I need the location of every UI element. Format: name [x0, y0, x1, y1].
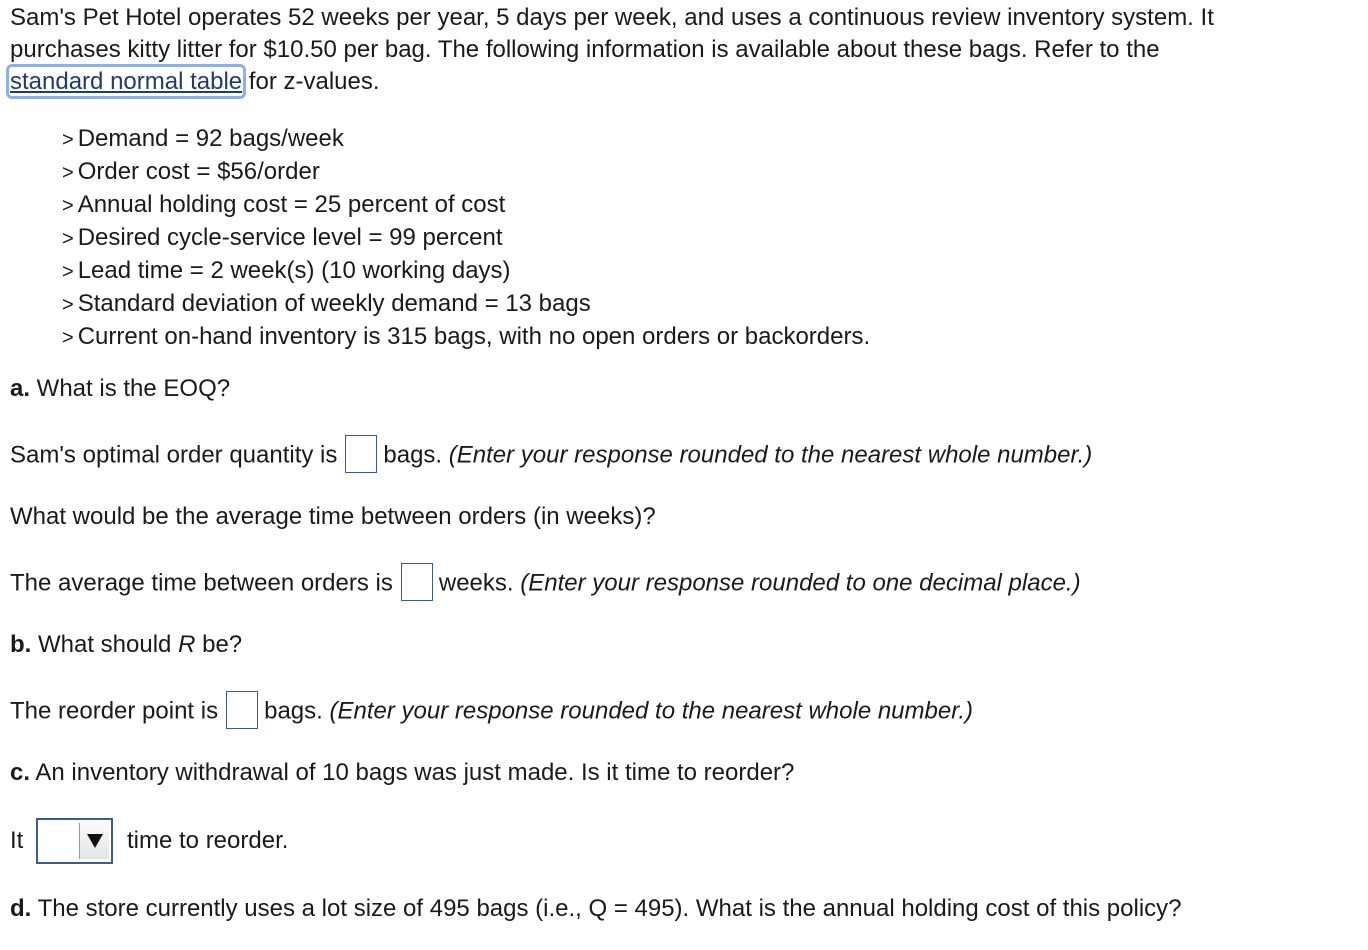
given-info-item	[62, 189, 870, 222]
reorder-point-input[interactable]	[226, 691, 258, 729]
part-a-label: a.	[10, 375, 31, 402]
reorder-point-hint: (Enter your response rounded to the nearest whole number.)	[329, 697, 973, 725]
part-a-question-2: What would be the average time between orders (in weeks)?	[10, 503, 656, 530]
given-info-item	[62, 222, 870, 255]
reorder-point-suffix: bags.	[264, 697, 323, 725]
bullet-marker: >	[62, 327, 74, 349]
triangle-down-icon	[86, 833, 104, 849]
given-info-text: Lead time = 2 week(s) (10 working days)	[77, 257, 511, 284]
given-info-list	[62, 123, 870, 354]
reorder-dropdown[interactable]	[36, 818, 113, 864]
bullet-marker: >	[62, 294, 74, 316]
given-info-text: Current on-hand inventory is 315 bags, with no open orders or backorders.	[77, 323, 871, 350]
intro-line-2: purchases kitty litter for $10.50 per bag. The following information is available about these bags. Refer to the	[10, 36, 1160, 63]
eoq-suffix: bags.	[383, 441, 443, 469]
dropdown-arrow-button[interactable]	[79, 823, 109, 859]
bullet-marker: >	[62, 261, 74, 283]
time-between-orders-input[interactable]	[401, 563, 433, 601]
eoq-input[interactable]	[345, 435, 377, 473]
given-info-item	[62, 288, 870, 321]
part-b-variable: R	[178, 631, 196, 658]
part-c-answer-suffix: time to reorder.	[127, 827, 289, 854]
given-info-item	[62, 321, 870, 354]
intro-line-1: Sam's Pet Hotel operates 52 weeks per year, 5 days per week, and uses a continuous review inventory system. It	[10, 4, 1214, 31]
time-between-orders-suffix: weeks.	[438, 569, 514, 597]
part-a-answer-1	[10, 437, 1092, 475]
part-d-label: d.	[10, 895, 32, 922]
part-b-question-post: be?	[195, 631, 243, 658]
part-c-answer-prefix: It	[10, 827, 24, 854]
intro-line-3-rest: for z-values.	[242, 68, 380, 95]
given-info-text: Desired cycle-service level = 99 percent	[77, 224, 503, 251]
given-info-text: Demand = 92 bags/week	[77, 125, 344, 152]
reorder-point-prefix: The reorder point is	[10, 697, 219, 725]
part-d-question-text: The store currently uses a lot size of 495 bags (i.e., Q = 495). What is the annual holding cost of this policy?	[31, 895, 1182, 922]
bullet-marker: >	[62, 162, 74, 184]
given-info-item	[62, 123, 870, 156]
part-b-question-pre: What should	[31, 631, 179, 658]
given-info-text: Order cost = $56/order	[77, 158, 320, 185]
bullet-marker: >	[62, 228, 74, 250]
eoq-prefix: Sam's optimal order quantity is	[10, 441, 338, 469]
given-info-item	[62, 156, 870, 189]
intro-line-3	[10, 66, 380, 98]
part-b-answer	[10, 693, 973, 731]
given-info-item	[62, 255, 870, 288]
part-c-label: c.	[10, 759, 31, 786]
bullet-marker: >	[62, 129, 74, 151]
given-info-text: Annual holding cost = 25 percent of cost	[77, 191, 506, 218]
eoq-hint: (Enter your response rounded to the nearest whole number.)	[448, 441, 1093, 469]
time-between-orders-prefix: The average time between orders is	[10, 569, 393, 597]
part-c-question-text: An inventory withdrawal of 10 bags was just made. Is it time to reorder?	[30, 759, 795, 786]
part-a-question-text: What is the EOQ?	[30, 375, 231, 402]
given-info-text: Standard deviation of weekly demand = 13 bags	[77, 290, 591, 317]
part-a-question	[10, 373, 230, 405]
standard-normal-table-link[interactable]: standard normal table	[10, 68, 243, 95]
part-a-answer-2	[10, 565, 1081, 603]
part-b-question	[10, 629, 242, 661]
part-c-question	[10, 757, 794, 789]
part-b-label: b.	[10, 631, 32, 658]
bullet-marker: >	[62, 195, 74, 217]
time-between-orders-hint: (Enter your response rounded to one decimal place.)	[520, 569, 1081, 597]
part-d-question	[10, 893, 1182, 925]
